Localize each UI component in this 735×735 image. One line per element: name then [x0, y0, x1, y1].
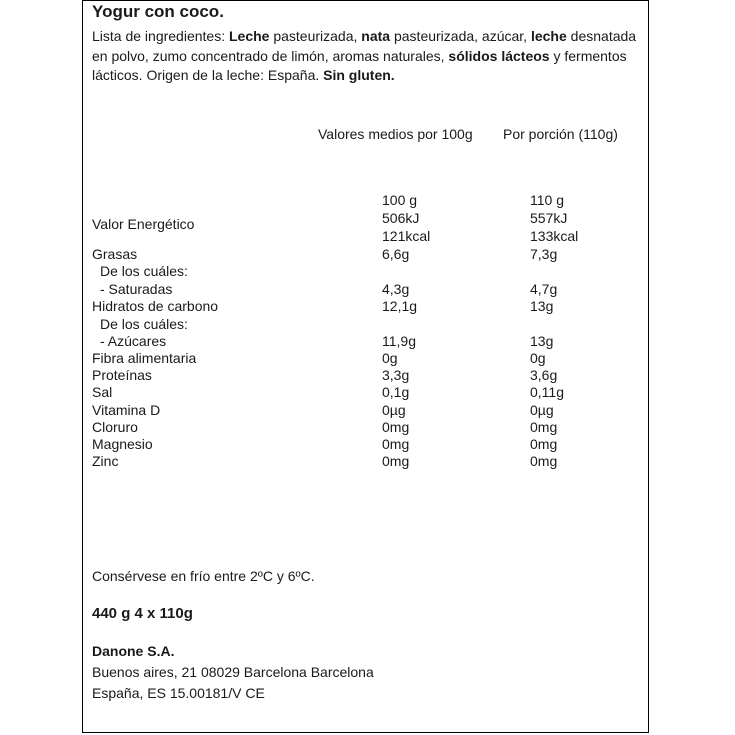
nutrition-value-portion: 557kJ: [530, 210, 568, 226]
company-address-line1: Buenos aires, 21 08029 Barcelona Barcelona: [92, 664, 374, 680]
nutrition-value-100g: 11,9g: [382, 333, 416, 349]
ingredient-segment: Leche: [228, 28, 270, 44]
nutrition-label: De los cuáles:: [100, 316, 188, 332]
ingredient-segment: pasteurizada,: [269, 28, 362, 44]
ingredient-segment: sólidos lácteos: [448, 47, 550, 64]
nutrition-label: - Saturadas: [100, 281, 173, 297]
nutrition-value-100g: 0µg: [382, 402, 406, 418]
nutrition-label: Grasas: [92, 246, 138, 262]
nutrition-label: Cloruro: [92, 419, 138, 435]
nutrition-value-100g: 0g: [382, 350, 398, 366]
nutrition-value-100g: 0mg: [382, 419, 410, 435]
nutrition-label: Fibra alimentaria: [92, 350, 197, 366]
ingredient-segment: leche: [530, 28, 567, 44]
nutrition-value-portion: 0µg: [530, 402, 554, 418]
nutrition-label: Vitamina D: [92, 402, 161, 418]
storage-instructions: Consérvese en frío entre 2ºC y 6ºC.: [92, 568, 315, 584]
nutrition-value-portion: 3,6g: [530, 367, 558, 383]
nutrition-value-portion: 133kcal: [530, 228, 579, 244]
nutrition-label: Magnesio: [92, 436, 153, 452]
nutrition-value-portion: 110 g: [530, 192, 564, 208]
nutrition-col2-header: Por porción (110g): [503, 126, 618, 142]
net-weight: 440 g 4 x 110g: [92, 605, 193, 622]
ingredient-segment: desnatada en polvo, zumo concentrado de limón, aromas naturales,: [92, 28, 637, 64]
nutrition-label: Sal: [92, 384, 113, 400]
nutrition-value-100g: 0mg: [382, 436, 410, 452]
nutrition-value-portion: 0mg: [530, 419, 558, 435]
nutrition-value-portion: 0mg: [530, 436, 558, 452]
nutrition-value-portion: 13g: [530, 298, 554, 314]
nutrition-value-portion: 0g: [530, 350, 546, 366]
ingredients-prefix: Lista de ingredientes:: [92, 28, 229, 44]
nutrition-label: Valor Energético: [92, 216, 195, 232]
ingredient-segment: Sin gluten.: [323, 67, 395, 83]
nutrition-label: Zinc: [92, 453, 119, 469]
ingredients-list: [92, 27, 637, 86]
nutrition-value-portion: 0mg: [530, 453, 558, 469]
company-name: Danone S.A.: [92, 643, 175, 659]
nutrition-value-100g: 506kJ: [382, 210, 420, 226]
nutrition-value-portion: 13g: [530, 333, 554, 349]
company-address-line2: España, ES 15.00181/V CE: [92, 685, 265, 701]
product-title: Yogur con coco.: [92, 2, 224, 21]
ingredient-segment: pasteurizada, azúcar,: [390, 28, 531, 44]
nutrition-value-portion: 4,7g: [530, 281, 558, 297]
nutrition-value-100g: 100 g: [382, 192, 418, 208]
nutrition-value-portion: 7,3g: [530, 246, 558, 262]
nutrition-value-portion: 0,11g: [530, 384, 564, 400]
nutrition-value-100g: 3,3g: [382, 367, 410, 383]
nutrition-value-100g: 4,3g: [382, 281, 410, 297]
ingredient-segment: nata: [361, 28, 391, 44]
nutrition-label: De los cuáles:: [100, 263, 188, 279]
nutrition-value-100g: 0mg: [382, 453, 410, 469]
nutrition-value-100g: 6,6g: [382, 246, 410, 262]
nutrition-col1-header: Valores medios por 100g: [318, 126, 473, 142]
nutrition-value-100g: 121kcal: [382, 228, 431, 244]
nutrition-value-100g: 0,1g: [382, 384, 410, 400]
nutrition-label: Hidratos de carbono: [92, 298, 219, 314]
nutrition-value-100g: 12,1g: [382, 298, 418, 314]
nutrition-label: Proteínas: [92, 367, 152, 383]
ingredient-segment: y fermentos lácticos. Origen de la leche: España.: [92, 47, 627, 83]
nutrition-label: - Azúcares: [100, 333, 167, 349]
